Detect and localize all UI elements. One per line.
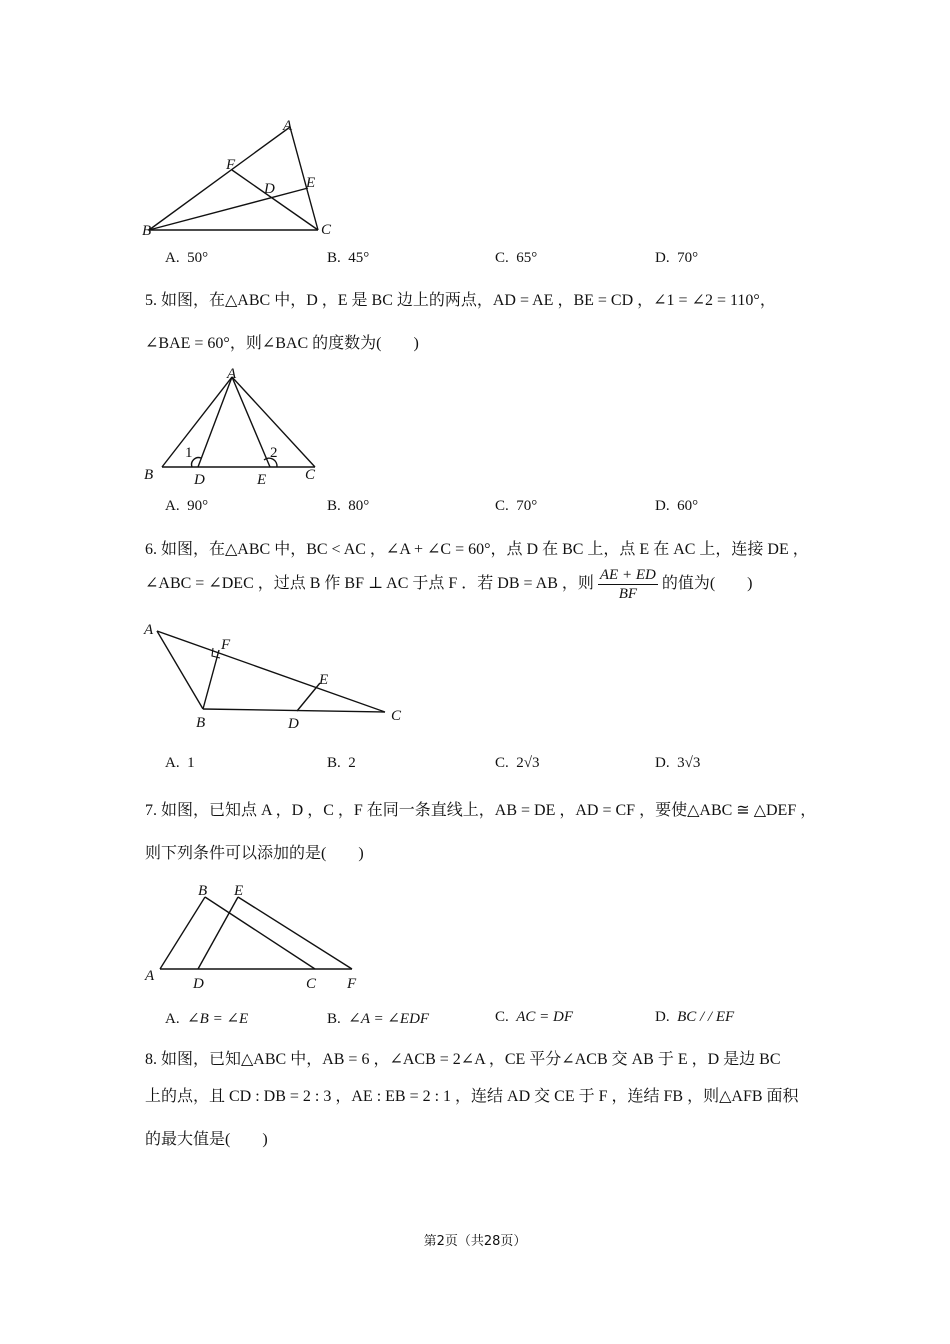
q5-option-b[interactable]: B. 80°: [327, 498, 370, 514]
q7-label-F: F: [347, 976, 357, 992]
q7-label-C: C: [306, 976, 317, 992]
q7-label-A: A: [145, 968, 155, 984]
q6-option-b[interactable]: B. 2: [327, 755, 356, 771]
q6-option-c[interactable]: C. 2√3: [495, 755, 540, 771]
q6-label-C: C: [391, 708, 402, 724]
q6-label-E: E: [319, 672, 329, 688]
q7-label-E: E: [234, 883, 244, 899]
q4-label-C: C: [321, 222, 332, 238]
q4-label-A: A: [283, 118, 293, 134]
q8-text-line1: 8. 如图，已知△ABC 中，AB = 6 ，∠ACB = 2∠A ，CE 平分∠ACB 交 AB 于 E ，D 是边 BC: [145, 1051, 781, 1068]
q4-option-a[interactable]: A. 50°: [165, 250, 209, 266]
q6-text-line1: 6. 如图，在△ABC 中，BC < AC ，∠A + ∠C = 60°，点 D 在 BC 上，点 E 在 AC 上，连接 DE ，: [145, 541, 809, 558]
q5-label-C: C: [305, 467, 316, 483]
q6-fraction: $\frac{AE + ED}{BF}$: [599, 567, 656, 602]
q4-label-B: B: [142, 223, 152, 239]
q5-label-B: B: [144, 467, 154, 483]
q6-option-a[interactable]: A. 1: [165, 755, 195, 771]
q4-option-c[interactable]: C. 65°: [495, 250, 538, 266]
q5-text-line2: ∠BAE = 60°，则∠BAC 的度数为( ): [145, 335, 419, 352]
q7-option-b[interactable]: B. ∠A = ∠EDF: [327, 1011, 430, 1027]
q4-label-F: F: [226, 157, 236, 173]
q7-option-c[interactable]: C. AC = DF: [495, 1009, 574, 1025]
q6-label-F: F: [221, 637, 231, 653]
q6-text-line2: ∠ABC = ∠DEC ，过点 B 作 BF ⊥ AC 于点 F ．若 DB = AB ，则 $\frac{AE + ED}{BF}$ 的值为( ): [145, 567, 753, 602]
q5-figure: [140, 362, 330, 492]
q5-label-D: D: [194, 472, 205, 488]
q5-option-a[interactable]: A. 90°: [165, 498, 209, 514]
q7-option-d[interactable]: D. BC / / EF: [655, 1009, 735, 1025]
q7-figure: [140, 878, 375, 998]
q5-text-line1: 5. 如图，在△ABC 中，D ，E 是 BC 边上的两点，AD = AE ，BE = CD ，∠1 = ∠2 = 110°，: [145, 292, 776, 309]
q6-option-d[interactable]: D. 3√3: [655, 755, 701, 771]
q7-text-line2: 则下列条件可以添加的是( ): [145, 845, 364, 862]
q4-label-E: E: [306, 175, 316, 191]
q4-figure: [140, 115, 350, 245]
q6-label-D: D: [288, 716, 299, 732]
q7-label-B: B: [198, 883, 208, 899]
q7-option-a[interactable]: A. ∠B = ∠E: [165, 1011, 249, 1027]
q8-text-line3: 的最大值是( ): [145, 1131, 268, 1148]
q5-option-d[interactable]: D. 60°: [655, 498, 699, 514]
q5-label-E: E: [257, 472, 267, 488]
q6-figure: [140, 618, 415, 733]
q5-option-c[interactable]: C. 70°: [495, 498, 538, 514]
q5-label-angle1: 1: [185, 445, 193, 461]
q6-label-B: B: [196, 715, 206, 731]
q4-option-d[interactable]: D. 70°: [655, 250, 699, 266]
q6-label-A: A: [144, 622, 154, 638]
q4-label-D: D: [264, 181, 275, 197]
q5-label-A: A: [227, 366, 237, 382]
q7-text-line1: 7. 如图，已知点 A ，D ，C ，F 在同一条直线上，AB = DE ，AD = CF ，要使△ABC ≅ △DEF ，: [145, 802, 817, 819]
q7-label-D: D: [193, 976, 204, 992]
q8-text-line2: 上的点，且 CD : DB = 2 : 3 ，AE : EB = 2 : 1 ，连结 AD 交 CE 于 F ，连结 FB ，则△AFB 面积: [145, 1088, 799, 1105]
q4-option-b[interactable]: B. 45°: [327, 250, 370, 266]
q5-label-angle2: 2: [270, 445, 278, 461]
page-footer: 第2页（共28页）: [423, 1234, 527, 1249]
